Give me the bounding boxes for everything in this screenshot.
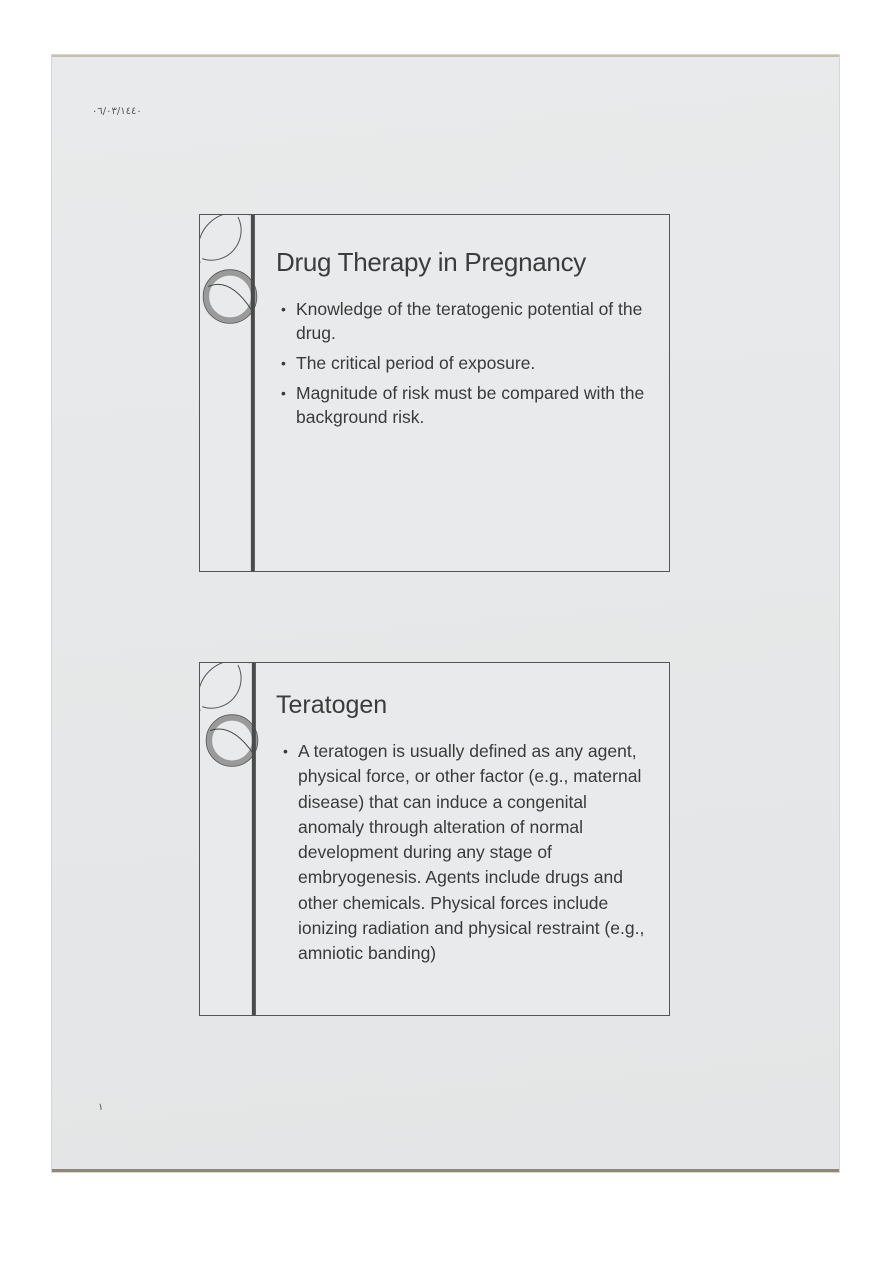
- slide-title: Drug Therapy in Pregnancy: [276, 247, 586, 277]
- slide-circle-decoration: [200, 215, 260, 571]
- bullet-dot: •: [281, 355, 286, 371]
- bullet-dot: •: [281, 301, 286, 317]
- bullet-item: [282, 739, 652, 967]
- bullet-text: Magnitude of risk must be compared with the background risk.: [296, 383, 645, 427]
- bullet-item: [280, 297, 660, 345]
- bullet-list: [280, 297, 660, 435]
- bullet-list: [282, 739, 652, 973]
- page-number: ١: [98, 1102, 104, 1113]
- bullet-text: The critical period of exposure.: [296, 353, 536, 373]
- bullet-text: A teratogen is usually defined as any agent, physical force, or other factor (e.g., maternal disease) that can induce a congenital anomaly through alteration of normal development during any stage of embryogenesis. Agents include drugs and other chemicals. Physical forces include ionizing radiation and physical restraint (e.g., amniotic banding): [298, 741, 645, 964]
- bullet-item: [280, 351, 660, 375]
- bullet-text: Knowledge of the teratogenic potential of the drug.: [296, 299, 643, 343]
- slide-drug-therapy: [199, 214, 670, 572]
- slide-circle-decoration: [200, 663, 260, 1015]
- bullet-item: [280, 381, 660, 429]
- bullet-dot: •: [283, 743, 288, 759]
- date-stamp: ٠٦/٠٣/١٤٤٠: [92, 106, 142, 117]
- bullet-dot: •: [281, 385, 286, 401]
- slide-title: Teratogen: [276, 691, 388, 719]
- slide-teratogen: [199, 662, 670, 1016]
